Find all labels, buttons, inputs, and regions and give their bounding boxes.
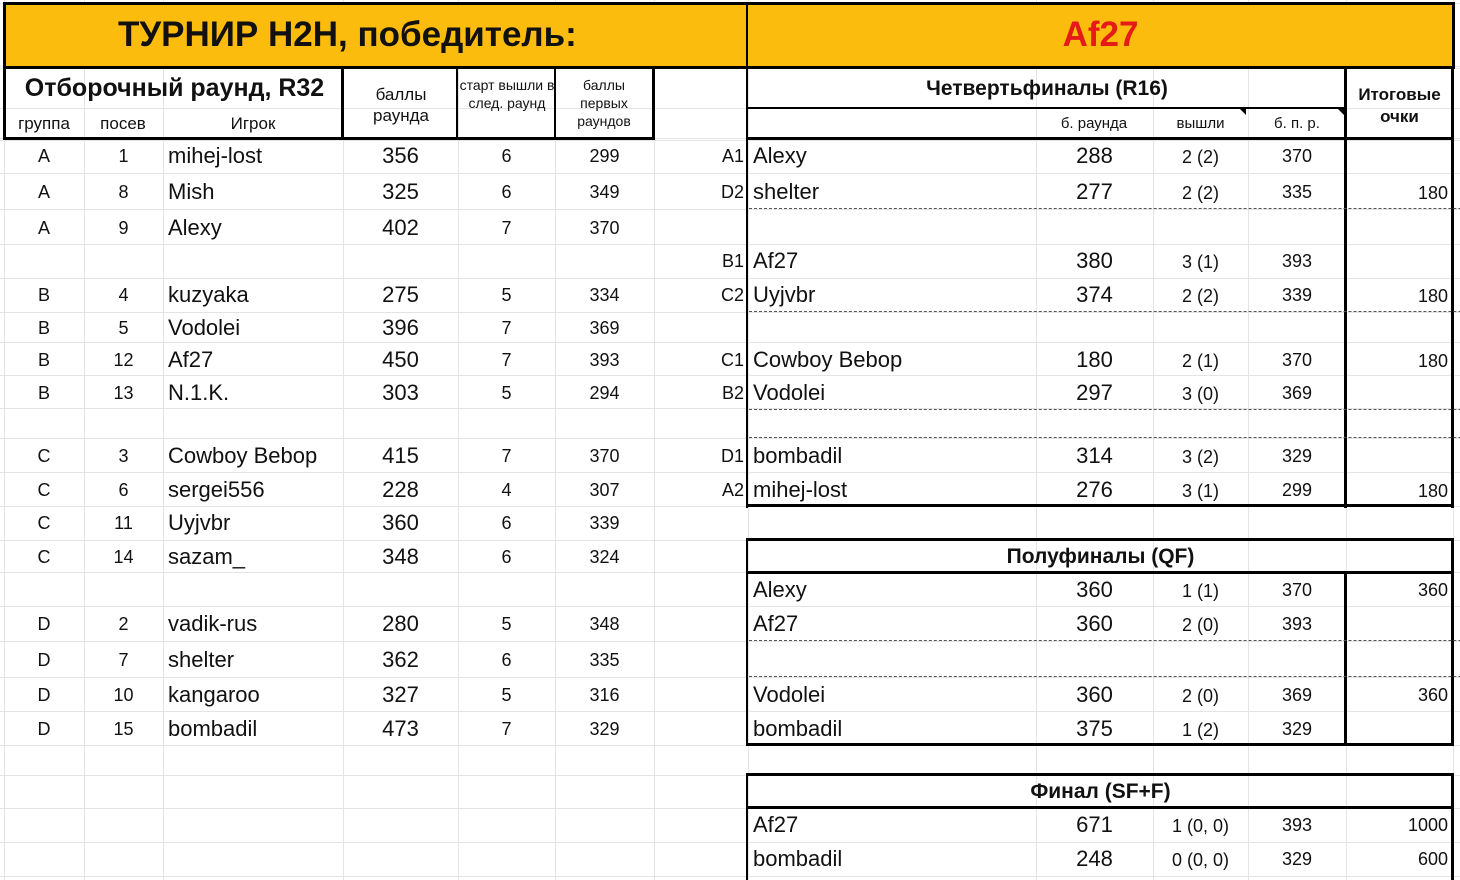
- qualifier-seed-cell[interactable]: 9: [118, 218, 129, 238]
- sf-total-cell[interactable]: 360: [1417, 580, 1448, 600]
- grid-row-line: [0, 209, 1460, 210]
- qf-advanced-cell[interactable]: 2 (2): [1181, 147, 1219, 167]
- qf-early-cell[interactable]: 370: [1281, 146, 1313, 166]
- qualifier-player-cell[interactable]: sergei556: [168, 477, 265, 502]
- qualifier-points-cell[interactable]: 450: [382, 347, 419, 372]
- qualifier-player-cell[interactable]: shelter: [168, 647, 235, 672]
- sf-player-cell[interactable]: Alexy: [753, 577, 807, 602]
- qf-advanced-cell[interactable]: 3 (1): [1181, 481, 1219, 501]
- grid-row-line: [0, 842, 1460, 843]
- qualifier-group-cell[interactable]: C: [37, 513, 51, 533]
- qualifier-player-cell[interactable]: sazam_: [168, 544, 246, 569]
- qualifier-advanced-cell[interactable]: 6: [501, 182, 512, 202]
- qf-total-cell[interactable]: 180: [1417, 481, 1448, 501]
- grid-col-line: [163, 0, 164, 880]
- grid-row-line: [0, 312, 1460, 313]
- sf-player-cell[interactable]: Af27: [753, 611, 799, 636]
- qualifier-points-cell[interactable]: 275: [382, 282, 419, 307]
- qf-border: [1344, 68, 1347, 508]
- dashed-separator: [749, 311, 1460, 312]
- qualifier-player-cell[interactable]: vadik-rus: [168, 611, 258, 636]
- qualifier-title[interactable]: Отборочный раунд, R32: [24, 74, 325, 102]
- sf-points-cell[interactable]: 360: [1076, 577, 1113, 602]
- qualifier-seed-cell[interactable]: 8: [118, 182, 129, 202]
- dashed-separator: [749, 640, 1460, 641]
- qualifier-seed-cell[interactable]: 7: [118, 650, 129, 670]
- qualifier-seed-cell[interactable]: 15: [113, 719, 134, 739]
- sf-points-cell[interactable]: 375: [1076, 716, 1113, 741]
- qualifier-points-cell[interactable]: 415: [382, 443, 419, 468]
- qualifier-player-cell[interactable]: Af27: [168, 347, 214, 372]
- qualifier-advanced-cell[interactable]: 7: [501, 318, 512, 338]
- qualifier-group-cell[interactable]: D: [37, 614, 51, 634]
- qualifier-early-cell[interactable]: 370: [589, 446, 620, 466]
- grid-row-line: [0, 606, 1460, 607]
- qualifier-group-cell[interactable]: A: [37, 182, 50, 202]
- qf-code-cell[interactable]: C2: [720, 285, 744, 305]
- qf-player-cell[interactable]: shelter: [753, 179, 820, 204]
- qualifier-points-cell[interactable]: 360: [382, 510, 419, 535]
- col-advanced-header[interactable]: старт вышли в след. раунд: [459, 77, 555, 111]
- sf-border: [1451, 538, 1454, 746]
- qf-early-cell[interactable]: 335: [1281, 182, 1313, 202]
- qualifier-group-cell[interactable]: C: [37, 446, 51, 466]
- qualifier-player-cell[interactable]: kuzyaka: [168, 282, 249, 307]
- grid-row-line: [0, 375, 1460, 376]
- sf-early-cell[interactable]: 370: [1281, 580, 1313, 600]
- qf-col-early-points[interactable]: б. п. р.: [1274, 115, 1320, 132]
- qualifier-group-cell[interactable]: C: [37, 547, 51, 567]
- qualifier-early-cell[interactable]: 348: [589, 614, 620, 634]
- qf-player-cell[interactable]: Cowboy Bebop: [753, 347, 903, 372]
- qualifier-group-cell[interactable]: D: [37, 719, 51, 739]
- qf-early-cell[interactable]: 329: [1281, 446, 1313, 466]
- qf-code-cell[interactable]: C1: [720, 350, 744, 370]
- qf-advanced-cell[interactable]: 3 (0): [1181, 384, 1219, 404]
- qualifier-advanced-cell[interactable]: 5: [501, 285, 512, 305]
- tournament-title[interactable]: ТУРНИР H2H, победитель:: [118, 15, 577, 54]
- grid-col-line: [748, 0, 749, 880]
- qualifier-advanced-cell[interactable]: 6: [501, 513, 512, 533]
- grid-col-line: [1248, 0, 1249, 880]
- qf-advanced-cell[interactable]: 3 (2): [1181, 447, 1219, 467]
- quarterfinals-title[interactable]: Четвертьфиналы (R16): [926, 77, 1168, 100]
- qualifier-early-cell[interactable]: 349: [589, 182, 620, 202]
- qf-early-cell[interactable]: 369: [1281, 383, 1313, 403]
- qualifier-advanced-cell[interactable]: 6: [501, 650, 512, 670]
- banner-border: [3, 2, 1455, 5]
- qualifier-advanced-cell[interactable]: 5: [501, 685, 512, 705]
- final-player-cell[interactable]: bombadil: [753, 846, 843, 871]
- qf-col-round-points[interactable]: б. раунда: [1060, 115, 1128, 132]
- qf-advanced-cell[interactable]: 3 (1): [1181, 252, 1219, 272]
- qualifier-player-cell[interactable]: Cowboy Bebop: [168, 443, 318, 468]
- qualifier-player-cell[interactable]: Alexy: [168, 215, 222, 240]
- qualifier-player-cell[interactable]: kangaroo: [168, 682, 260, 707]
- qualifier-group-cell[interactable]: B: [37, 318, 50, 338]
- grid-col-line: [84, 0, 85, 880]
- qualifier-points-cell[interactable]: 327: [382, 682, 419, 707]
- qf-player-cell[interactable]: mihej-lost: [753, 477, 848, 502]
- qf-code-cell[interactable]: A2: [721, 480, 744, 500]
- banner-border: [3, 2, 6, 68]
- sf-border: [746, 538, 1454, 541]
- final-advanced-cell[interactable]: 0 (0, 0): [1171, 850, 1230, 870]
- qualifier-seed-cell[interactable]: 4: [118, 285, 129, 305]
- qualifier-points-cell[interactable]: 228: [382, 477, 419, 502]
- qualifier-seed-cell[interactable]: 11: [114, 513, 133, 533]
- sf-advanced-cell[interactable]: 1 (1): [1181, 581, 1219, 601]
- sf-advanced-cell[interactable]: 1 (2): [1181, 720, 1219, 740]
- qualifier-early-cell[interactable]: 316: [589, 685, 620, 705]
- qualifier-player-cell[interactable]: mihej-lost: [168, 143, 263, 168]
- qualifier-early-cell[interactable]: 294: [589, 383, 620, 403]
- final-player-cell[interactable]: Af27: [753, 812, 799, 837]
- qualifier-group-cell[interactable]: D: [37, 685, 51, 705]
- qualifier-points-cell[interactable]: 473: [382, 716, 419, 741]
- qf-border: [746, 504, 1454, 507]
- qf-points-cell[interactable]: 374: [1076, 282, 1113, 307]
- sf-early-cell[interactable]: 393: [1281, 614, 1313, 634]
- sf-points-cell[interactable]: 360: [1076, 682, 1113, 707]
- qualifier-early-cell[interactable]: 299: [589, 146, 620, 166]
- qf-early-cell[interactable]: 393: [1281, 251, 1313, 271]
- qualifier-early-cell[interactable]: 334: [589, 285, 620, 305]
- qualifier-player-cell[interactable]: Vodolei: [168, 315, 241, 340]
- qualifier-points-cell[interactable]: 396: [382, 315, 419, 340]
- qualifier-advanced-cell[interactable]: 6: [501, 146, 512, 166]
- qualifier-player-cell[interactable]: N.1.K.: [168, 380, 230, 405]
- qualifier-advanced-cell[interactable]: 7: [501, 350, 512, 370]
- qualifier-advanced-cell[interactable]: 7: [501, 719, 512, 739]
- qualifier-seed-cell[interactable]: 3: [118, 446, 129, 466]
- qualifier-player-cell[interactable]: bombadil: [168, 716, 258, 741]
- dashed-separator: [749, 409, 1460, 410]
- qf-advanced-cell[interactable]: 2 (1): [1181, 351, 1219, 371]
- grid-col-line: [458, 0, 459, 880]
- qualifier-advanced-cell[interactable]: 7: [501, 446, 512, 466]
- grid-row-line: [0, 173, 1460, 174]
- sf-advanced-cell[interactable]: 2 (0): [1181, 686, 1219, 706]
- grid-row-line: [0, 342, 1460, 343]
- comment-marker-icon: [1239, 108, 1246, 115]
- qf-advanced-cell[interactable]: 2 (2): [1181, 286, 1219, 306]
- qualifier-points-cell[interactable]: 356: [382, 143, 419, 168]
- grid-row-line: [0, 140, 1460, 141]
- qualifier-seed-cell[interactable]: 6: [118, 480, 129, 500]
- qualifier-points-cell[interactable]: 280: [382, 611, 419, 636]
- qualifier-advanced-cell[interactable]: 5: [501, 614, 512, 634]
- qf-border: [746, 137, 1454, 140]
- final-advanced-cell[interactable]: 1 (0, 0): [1171, 816, 1230, 836]
- sf-player-cell[interactable]: Vodolei: [753, 682, 826, 707]
- qf-player-cell[interactable]: Alexy: [753, 143, 807, 168]
- qualifier-early-cell[interactable]: 335: [589, 650, 620, 670]
- sf-early-cell[interactable]: 329: [1281, 719, 1313, 739]
- grid-row-line: [0, 278, 1460, 279]
- qualifier-advanced-cell[interactable]: 6: [501, 547, 512, 567]
- qualifier-seed-cell[interactable]: 13: [113, 383, 134, 403]
- final-points-header[interactable]: Итоговые очки: [1358, 85, 1441, 126]
- qf-advanced-cell[interactable]: 2 (2): [1181, 183, 1219, 203]
- qf-code-cell[interactable]: D1: [720, 446, 744, 466]
- dashed-separator: [749, 208, 1460, 209]
- final-early-cell[interactable]: 329: [1281, 849, 1313, 869]
- qualifier-points-cell[interactable]: 325: [382, 179, 419, 204]
- qf-early-cell[interactable]: 299: [1281, 480, 1313, 500]
- qf-border: [746, 68, 748, 508]
- final-early-cell[interactable]: 393: [1281, 815, 1313, 835]
- qf-border: [746, 107, 1346, 109]
- qf-points-cell[interactable]: 276: [1076, 477, 1113, 502]
- qf-points-cell[interactable]: 297: [1076, 380, 1113, 405]
- final-points-cell[interactable]: 671: [1076, 812, 1113, 837]
- qualifier-advanced-cell[interactable]: 4: [501, 480, 512, 500]
- sf-total-cell[interactable]: 360: [1417, 685, 1448, 705]
- sf-border: [1344, 571, 1347, 746]
- qual-header-border: [652, 68, 655, 140]
- final-border: [746, 773, 1454, 776]
- qual-header-border: [3, 68, 6, 140]
- sf-advanced-cell[interactable]: 2 (0): [1181, 615, 1219, 635]
- qual-header-border: [3, 137, 655, 140]
- qf-early-cell[interactable]: 339: [1281, 285, 1313, 305]
- qf-player-cell[interactable]: Uyjvbr: [753, 282, 816, 307]
- qf-points-cell[interactable]: 277: [1076, 179, 1113, 204]
- final-border: [746, 773, 748, 880]
- grid-row-line: [0, 677, 1460, 678]
- qualifier-player-cell[interactable]: Mish: [168, 179, 215, 204]
- sf-points-cell[interactable]: 360: [1076, 611, 1113, 636]
- final-total-cell[interactable]: 1000: [1407, 815, 1448, 835]
- qualifier-group-cell[interactable]: D: [37, 650, 51, 670]
- grid-row-line: [0, 244, 1460, 245]
- qualifier-seed-cell[interactable]: 2: [118, 614, 129, 634]
- qf-points-cell[interactable]: 180: [1076, 347, 1113, 372]
- qualifier-early-cell[interactable]: 329: [589, 719, 620, 739]
- grid-col-line: [1036, 0, 1037, 880]
- qual-header-border: [456, 68, 458, 140]
- grid-row-line: [0, 472, 1460, 473]
- qualifier-seed-cell[interactable]: 14: [113, 547, 134, 567]
- qf-total-cell[interactable]: 180: [1417, 183, 1448, 203]
- qf-total-cell[interactable]: 180: [1417, 286, 1448, 306]
- col-round-points-header[interactable]: баллы раунда: [373, 85, 429, 125]
- qf-code-cell[interactable]: B1: [721, 251, 744, 271]
- banner-border: [1452, 2, 1455, 68]
- qualifier-points-cell[interactable]: 348: [382, 544, 419, 569]
- qual-header-border: [341, 68, 344, 140]
- qf-code-cell[interactable]: A1: [721, 146, 744, 166]
- qf-points-cell[interactable]: 288: [1076, 143, 1113, 168]
- qualifier-group-cell[interactable]: B: [37, 285, 50, 305]
- qf-total-cell[interactable]: 180: [1417, 351, 1448, 371]
- final-total-cell[interactable]: 600: [1417, 849, 1448, 869]
- qualifier-early-cell[interactable]: 324: [589, 547, 620, 567]
- qualifier-seed-cell[interactable]: 1: [118, 146, 129, 166]
- qualifier-seed-cell[interactable]: 12: [113, 350, 134, 370]
- sf-early-cell[interactable]: 369: [1281, 685, 1313, 705]
- col-group-header[interactable]: группа: [18, 114, 70, 133]
- qf-code-cell[interactable]: B2: [721, 383, 744, 403]
- final-border: [746, 806, 1454, 809]
- sf-border: [746, 538, 748, 746]
- col-player-header[interactable]: Игрок: [230, 114, 276, 133]
- qualifier-early-cell[interactable]: 307: [589, 480, 620, 500]
- qualifier-group-cell[interactable]: A: [37, 146, 50, 166]
- qualifier-points-cell[interactable]: 303: [382, 380, 419, 405]
- sf-player-cell[interactable]: bombadil: [753, 716, 843, 741]
- dashed-separator: [749, 676, 1460, 677]
- qual-header-border: [554, 68, 556, 140]
- winner-name[interactable]: Af27: [1062, 15, 1139, 54]
- qualifier-early-cell[interactable]: 339: [589, 513, 620, 533]
- qualifier-seed-cell[interactable]: 10: [113, 685, 134, 705]
- col-seed-header[interactable]: посев: [100, 114, 146, 133]
- qualifier-points-cell[interactable]: 362: [382, 647, 419, 672]
- qualifier-advanced-cell[interactable]: 7: [501, 218, 512, 238]
- banner-divider: [746, 2, 748, 68]
- final-points-cell[interactable]: 248: [1076, 846, 1113, 871]
- grid-row-line: [0, 711, 1460, 712]
- qualifier-points-cell[interactable]: 402: [382, 215, 419, 240]
- final-border: [1451, 773, 1454, 880]
- qualifier-group-cell[interactable]: C: [37, 480, 51, 500]
- sf-border: [746, 571, 1454, 574]
- qf-border: [1451, 68, 1454, 508]
- qf-points-cell[interactable]: 314: [1076, 443, 1113, 468]
- qf-points-cell[interactable]: 380: [1076, 248, 1113, 273]
- col-early-points-header[interactable]: баллы первых раундов: [577, 77, 631, 129]
- qf-player-cell[interactable]: Vodolei: [753, 380, 826, 405]
- grid-row-line: [0, 641, 1460, 642]
- qf-player-cell[interactable]: bombadil: [753, 443, 843, 468]
- qualifier-group-cell[interactable]: A: [37, 218, 50, 238]
- qualifier-early-cell[interactable]: 369: [589, 318, 620, 338]
- comment-marker-icon: [1337, 108, 1344, 115]
- qualifier-early-cell[interactable]: 393: [589, 350, 620, 370]
- grid-col-line: [1153, 0, 1154, 880]
- qf-code-cell[interactable]: D2: [720, 182, 744, 202]
- qf-early-cell[interactable]: 370: [1281, 350, 1313, 370]
- final-title[interactable]: Финал (SF+F): [1030, 780, 1171, 803]
- qualifier-early-cell[interactable]: 370: [589, 218, 620, 238]
- grid-row-line: [0, 438, 1460, 439]
- qualifier-advanced-cell[interactable]: 5: [501, 383, 512, 403]
- sf-border: [746, 743, 1454, 746]
- qualifier-seed-cell[interactable]: 5: [118, 318, 129, 338]
- grid-row-line: [0, 876, 1460, 877]
- qf-col-advanced[interactable]: вышли: [1176, 115, 1225, 132]
- qf-player-cell[interactable]: Af27: [753, 248, 799, 273]
- qualifier-group-cell[interactable]: B: [37, 350, 50, 370]
- qualifier-group-cell[interactable]: B: [37, 383, 50, 403]
- qualifier-player-cell[interactable]: Uyjvbr: [168, 510, 231, 535]
- dashed-separator: [749, 437, 1460, 438]
- banner-border: [3, 66, 1455, 69]
- semifinals-title[interactable]: Полуфиналы (QF): [1006, 545, 1195, 568]
